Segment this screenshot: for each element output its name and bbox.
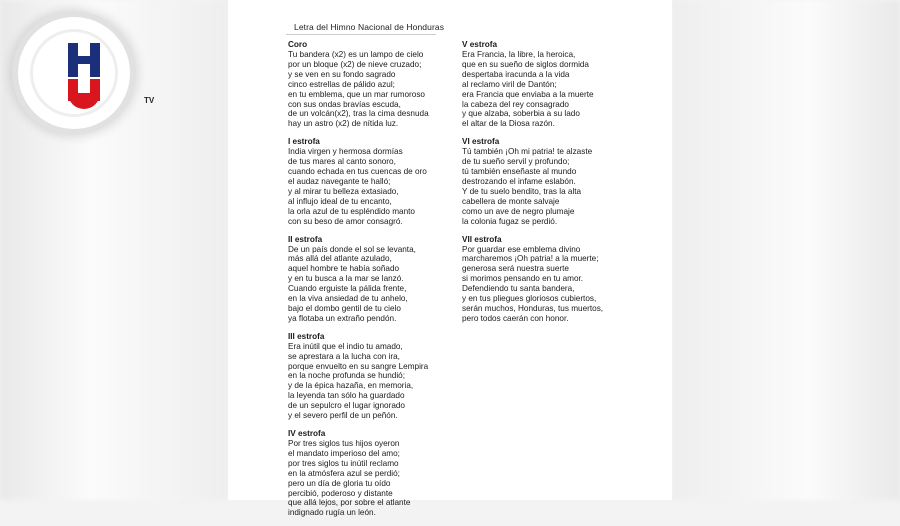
verse-line: la orla azul de tu espléndido manto [288, 206, 415, 216]
verse-line: India virgen y hermosa dormías [288, 147, 403, 157]
verse-line: que en su sueño de siglos dormida [462, 59, 589, 69]
verse-line: Cuando erguiste la pálida frente, [288, 284, 407, 294]
verse-line: ya flotaba un extraño pendón. [288, 313, 397, 323]
verse-line: cabellera de monte salvaje [462, 196, 560, 206]
verse-line: en la atmósfera azul se perdió; [288, 468, 400, 478]
left-column [288, 40, 468, 526]
logo-tv-label: TV [144, 96, 155, 105]
verse-line: el audaz navegante te halló; [288, 176, 391, 186]
verse-line: de un sepulcro el lugar ignorado [288, 401, 405, 411]
hu-tv-logo [18, 17, 155, 133]
stanza-title: VII estrofa [462, 234, 502, 244]
verse-line: Por guardar ese emblema divino [462, 244, 581, 254]
verse-line: el mandato imperioso del amo; [288, 448, 400, 458]
verse-line: con sus ondas bravías escuda, [288, 99, 401, 109]
verse-line: al influjo ideal de tu encanto, [288, 196, 392, 206]
verse-line: con su beso de amor consagró. [288, 216, 403, 226]
stanza [288, 40, 468, 129]
verse-line: más allá del atlante azulado, [288, 254, 392, 264]
stanza-title: Coro [288, 40, 308, 49]
verse-line: Por tres siglos tus hijos oyeron [288, 439, 400, 448]
stanza-title: III estrofa [288, 331, 325, 341]
stanza-title: IV estrofa [288, 429, 326, 438]
verse-line: de tus mares al canto sonoro, [288, 157, 396, 167]
verse-line: bajo el dombo gentil de tu cielo [288, 303, 401, 313]
verse-line: y en tus pliegues gloriosos cubiertos, [462, 294, 597, 304]
anthem-document [228, 0, 672, 518]
verse-line: como un ave de negro plumaje [462, 206, 575, 216]
stanza [288, 235, 468, 324]
verse-line: De un país donde el sol se levanta, [288, 244, 416, 254]
stanza [462, 137, 642, 226]
verse-line: cuando echada en tus cuencas de oro [288, 167, 427, 177]
stanza [462, 40, 642, 129]
verse-line: marcharemos ¡Oh patria! a la muerte; [462, 254, 599, 264]
verse-line: en la noche profunda se hundió; [288, 371, 405, 381]
verse-line: aquel hombre te había soñado [288, 264, 400, 274]
document-title: Letra del Himno Nacional de Honduras [294, 22, 445, 32]
verse-line: destrozando el infame eslabón. [462, 176, 576, 186]
logo-letter-u-icon [68, 79, 100, 109]
stanza [288, 137, 468, 226]
verse-line: y de la épica hazaña, en memoria, [288, 381, 414, 391]
verse-line: pero un día de gloria tu oído [288, 478, 391, 488]
stanza [462, 235, 642, 324]
verse-line: el altar de la Diosa razón. [462, 119, 555, 129]
right-column [462, 40, 642, 332]
verse-line: de tu sueño servil y profundo; [462, 157, 570, 167]
verse-line: Y de tu suelo bendito, tras la alta [462, 186, 582, 196]
verse-line: Tú también ¡Oh mi patria! te alzaste [462, 147, 593, 157]
verse-line: al reclamo viril de Dantón; [462, 79, 557, 89]
verse-line: y al mirar tu belleza extasiado, [288, 186, 399, 196]
stanza [288, 332, 468, 421]
verse-line: Tu bandera (x2) es un lampo de cielo [288, 50, 424, 59]
verse-line: si morimos pensando en tu amor. [462, 274, 584, 284]
verse-line: que allá lejos, por sobre el atlante [288, 498, 411, 508]
verse-line: y en tu busca a la mar se lanzó. [288, 274, 404, 284]
title-underline [286, 34, 436, 35]
stanza [288, 429, 468, 518]
verse-line: Era Francia, la libre, la heroica, [462, 50, 576, 59]
verse-line: pero todos caerán con honor. [462, 313, 569, 323]
verse-line: la colonia fugaz se perdió. [462, 216, 558, 226]
stanza-title: VI estrofa [462, 137, 500, 147]
verse-line: indignado rugía un león. [288, 508, 376, 518]
verse-line: generosa será nuestra suerte [462, 264, 569, 274]
verse-line: serán muchos, Honduras, tus muertos, [462, 303, 604, 313]
verse-line: por tres siglos tu inútil reclamo [288, 458, 399, 468]
verse-line: la cabeza del rey consagrado [462, 99, 569, 109]
stanza-title: V estrofa [462, 40, 498, 49]
verse-line: y se ven en su fondo sagrado [288, 69, 396, 79]
verse-line: despertaba iracunda a la vida [462, 69, 570, 79]
verse-line: Defendiendo tu santa bandera, [462, 284, 575, 294]
verse-line: Era inútil que el indio tu amado, [288, 341, 403, 351]
logo-letter-h-icon [64, 43, 104, 77]
verse-line: se aprestara a la lucha con ira, [288, 351, 400, 361]
verse-line: y el severo perfil de un peñón. [288, 411, 398, 421]
verse-line: por un bloque (x2) de nieve cruzado; [288, 59, 422, 69]
verse-line: percibió, poderoso y distante [288, 488, 393, 498]
stanza-title: II estrofa [288, 234, 323, 244]
verse-line: tú también enseñaste al mundo [462, 167, 577, 177]
verse-line: hay un astro (x2) de nítida luz. [288, 119, 399, 129]
verse-line: en la viva ansiedad de tu anhelo, [288, 294, 408, 304]
blurred-background-right [672, 0, 900, 500]
verse-line: la leyenda tan sólo ha guardado [288, 391, 405, 401]
verse-line: en tu emblema, que un mar rumoroso [288, 89, 425, 99]
verse-line: de un volcán(x2), tras la cima desnuda [288, 109, 429, 119]
verse-line: era Francia que enviaba a la muerte [462, 89, 594, 99]
stanza-title: I estrofa [288, 137, 320, 147]
verse-line: porque envuelto en su sangre Lempira [288, 361, 429, 371]
verse-line: y que alzaba, soberbia a su lado [462, 109, 580, 119]
verse-line: cinco estrellas de pálido azul; [288, 79, 395, 89]
